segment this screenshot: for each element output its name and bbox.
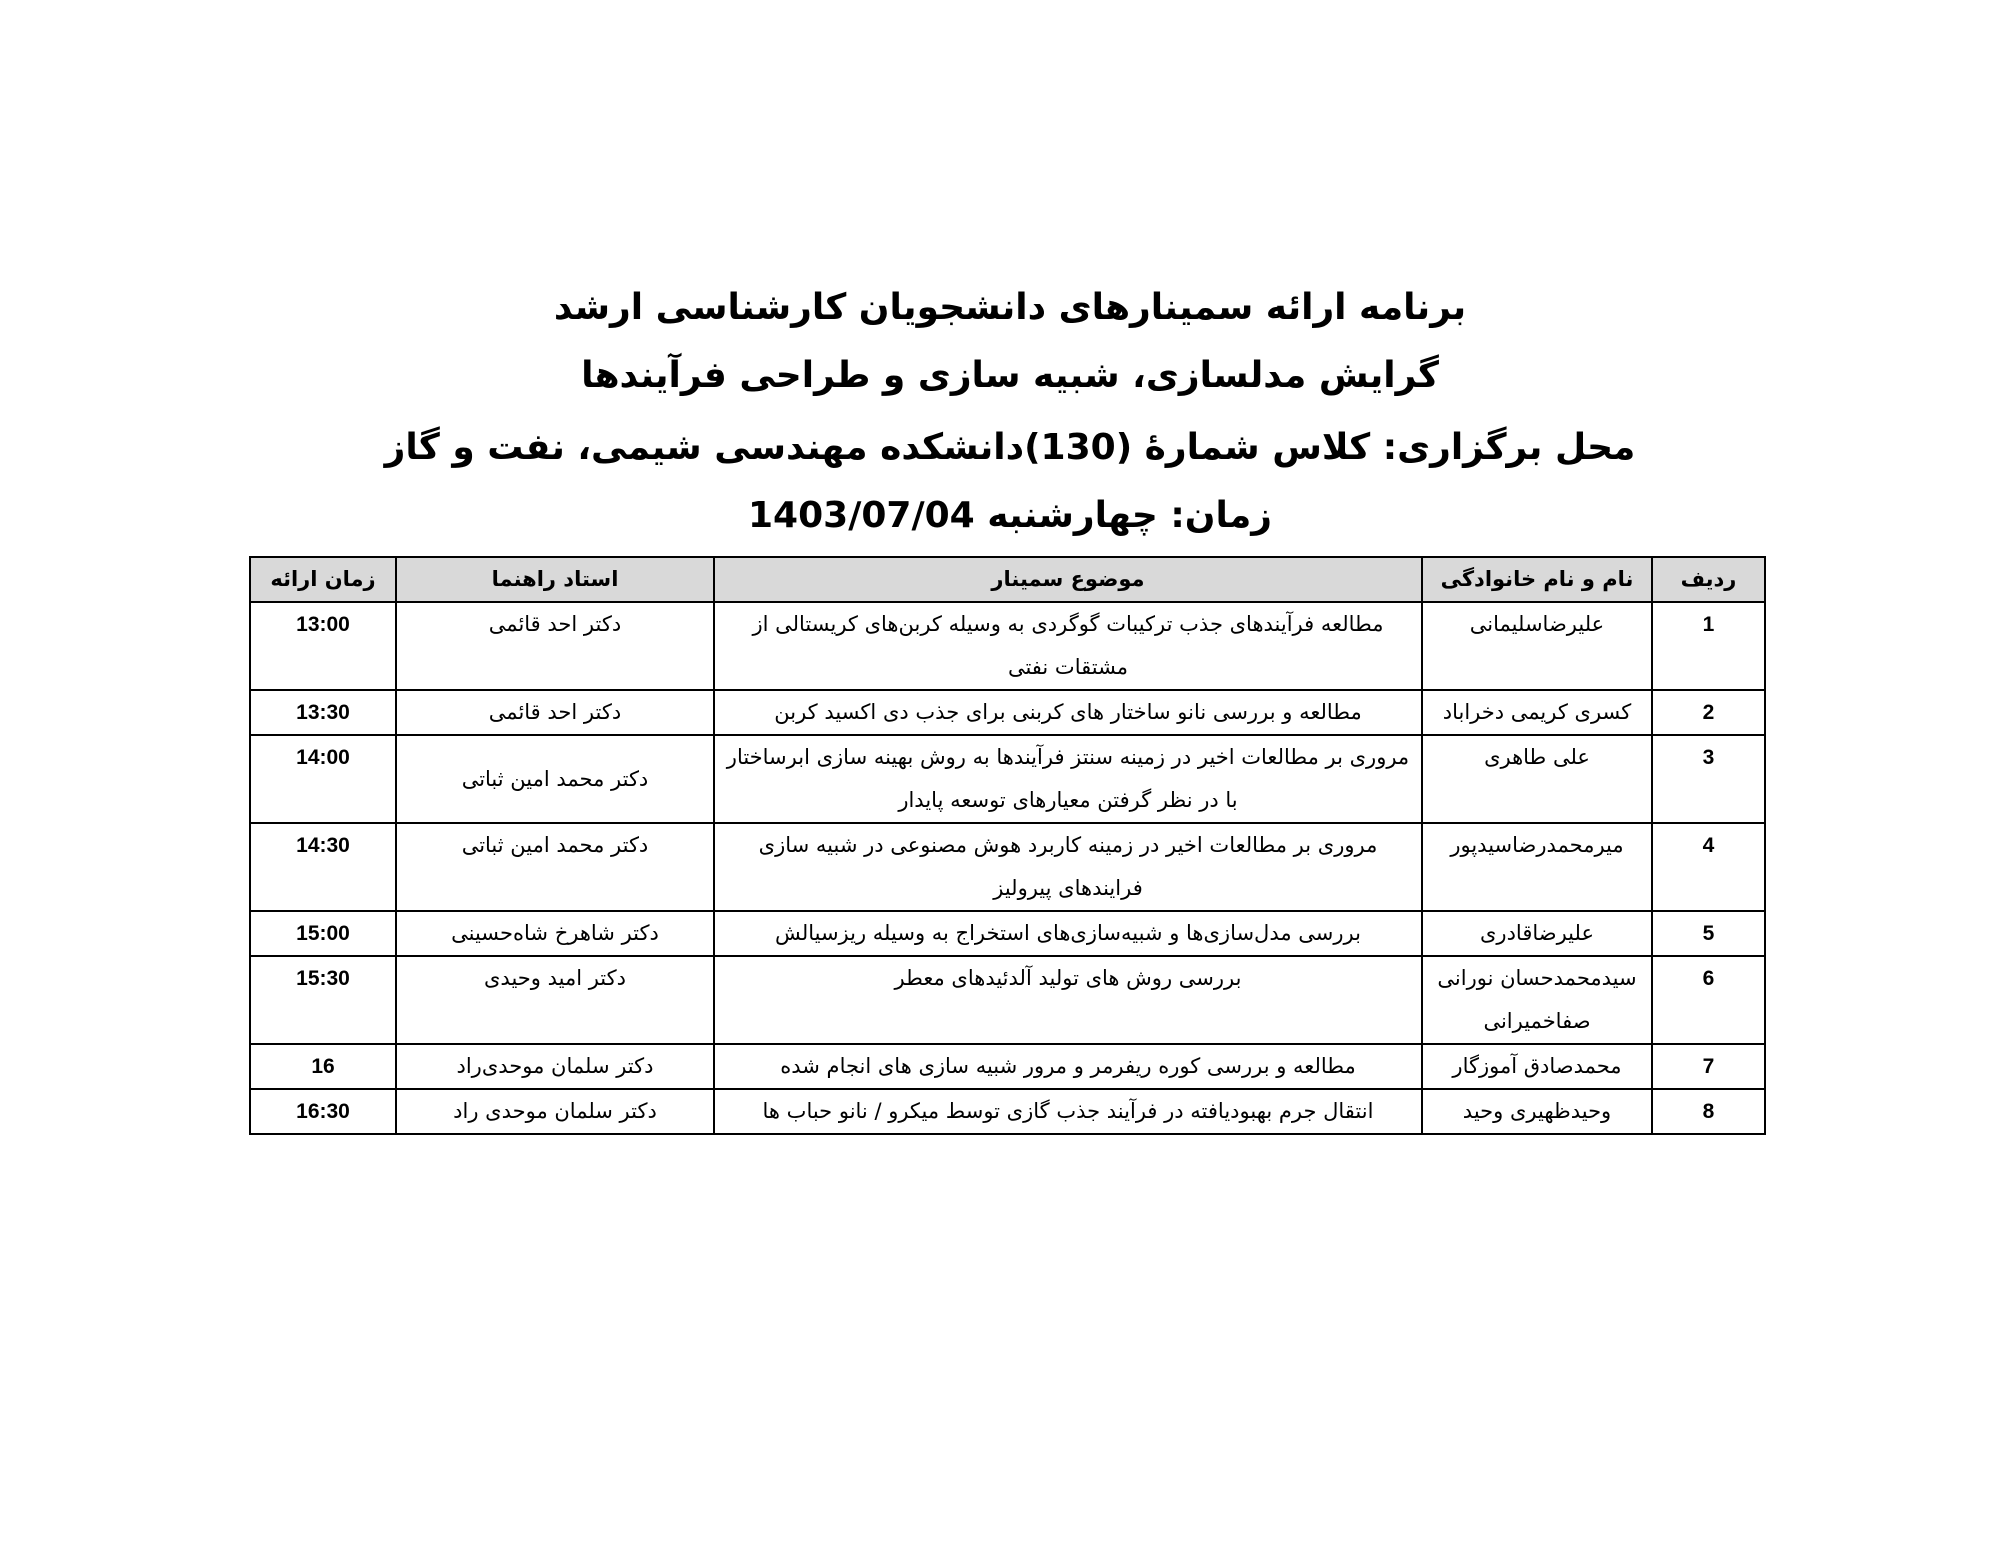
student-name: سیدمحمدحسان نورانی صفاخمیرانی: [1422, 956, 1652, 1044]
row-number: 6: [1652, 956, 1765, 1044]
student-name: علیرضاسلیمانی: [1422, 602, 1652, 690]
student-name: وحیدظهیری وحید: [1422, 1089, 1652, 1134]
table-row: [250, 602, 1765, 690]
seminar-topic: بررسی مدل‌سازی‌ها و شبیه‌سازی‌های استخراج به وسیله ریزسیالش: [714, 911, 1422, 956]
row-number: 5: [1652, 911, 1765, 956]
student-name: علی طاهری: [1422, 735, 1652, 823]
supervisor: دکتر محمد امین ثباتی: [396, 823, 714, 911]
row-number: 2: [1652, 690, 1765, 735]
table-row: [250, 956, 1765, 1044]
supervisor: دکتر امید وحیدی: [396, 956, 714, 1044]
row-number: 4: [1652, 823, 1765, 911]
presentation-time: 15:00: [250, 911, 396, 956]
row-number: 3: [1652, 735, 1765, 823]
supervisor: دکتر سلمان موحدی راد: [396, 1089, 714, 1134]
presentation-time: 13:30: [250, 690, 396, 735]
seminar-topic: بررسی روش های تولید آلدئیدهای معطر: [714, 956, 1422, 1044]
title-line-4-date: زمان: چهارشنبه 1403/07/04: [748, 495, 1272, 536]
presentation-time: 16:30: [250, 1089, 396, 1134]
supervisor: دکتر محمد امین ثباتی: [396, 735, 714, 823]
presentation-time: 14:00: [250, 735, 396, 823]
supervisor: دکتر احد قائمی: [396, 602, 714, 690]
seminar-topic: مطالعه و بررسی نانو ساختار های کربنی برای جذب دی اکسید کربن: [714, 690, 1422, 735]
table-row: [250, 1089, 1765, 1134]
header-time: زمان ارائه: [250, 557, 396, 602]
header-row-number: ردیف: [1652, 557, 1765, 602]
table-row: [250, 823, 1765, 911]
presentation-time: 13:00: [250, 602, 396, 690]
student-name: محمدصادق آموزگار: [1422, 1044, 1652, 1089]
student-name: علیرضاقادری: [1422, 911, 1652, 956]
student-name: کسری کریمی دخراباد: [1422, 690, 1652, 735]
seminar-topic: مروری بر مطالعات اخیر در زمینه کاربرد هوش مصنوعی در شبیه سازی فرایندهای پیرولیز: [714, 823, 1422, 911]
seminar-schedule-table: [249, 556, 1766, 1135]
presentation-time: 14:30: [250, 823, 396, 911]
table-header-row: [250, 557, 1765, 602]
table-row: [250, 1044, 1765, 1089]
seminar-topic: مطالعه فرآیندهای جذب ترکیبات گوگردی به وسیله کربن‌های کریستالی از مشتقات نفتی: [714, 602, 1422, 690]
seminar-topic: مطالعه و بررسی کوره ریفرمر و مرور شبیه سازی های انجام شده: [714, 1044, 1422, 1089]
title-line-1: برنامه ارائه سمینارهای دانشجویان کارشناسی ارشد: [553, 287, 1467, 328]
supervisor: دکتر سلمان موحدی‌راد: [396, 1044, 714, 1089]
supervisor: دکتر احد قائمی: [396, 690, 714, 735]
row-number: 7: [1652, 1044, 1765, 1089]
header-topic: موضوع سمینار: [714, 557, 1422, 602]
student-name: میرمحمدرضاسیدپور: [1422, 823, 1652, 911]
table-row: [250, 735, 1765, 823]
seminar-topic: مروری بر مطالعات اخیر در زمینه سنتز فرآیندها به روش بهینه سازی ابرساختار با در نظر گرفتن معیارهای توسعه پایدار: [714, 735, 1422, 823]
table-row: [250, 911, 1765, 956]
supervisor: دکتر شاهرخ شاه‌حسینی: [396, 911, 714, 956]
header-supervisor: استاد راهنما: [396, 557, 714, 602]
row-number: 8: [1652, 1089, 1765, 1134]
presentation-time: 15:30: [250, 956, 396, 1044]
row-number: 1: [1652, 602, 1765, 690]
table-row: [250, 690, 1765, 735]
header-name: نام و نام خانوادگی: [1422, 557, 1652, 602]
presentation-time: 16: [250, 1044, 396, 1089]
title-line-2: گرایش مدلسازی، شبیه سازی و طراحی فرآیندها: [581, 355, 1439, 396]
seminar-topic: انتقال جرم بهبودیافته در فرآیند جذب گازی توسط میکرو / نانو حباب ها: [714, 1089, 1422, 1134]
title-line-3-venue: محل برگزاری: کلاس شمارۀ (130)دانشکده مهندسی شیمی، نفت و گاز: [384, 427, 1636, 468]
